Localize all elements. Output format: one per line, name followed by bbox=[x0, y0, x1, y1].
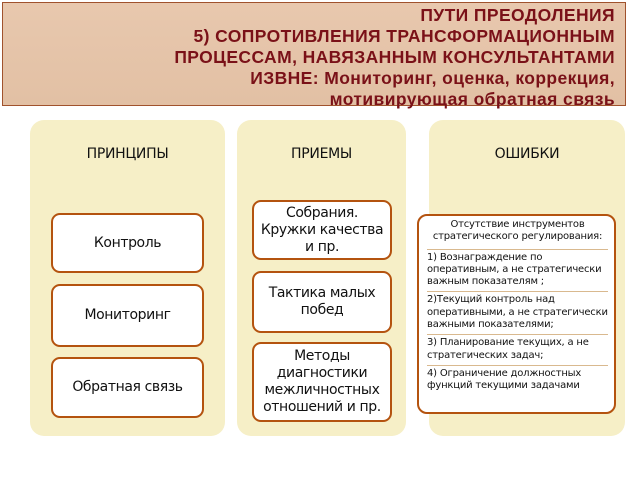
title-line-2: 5) СОПРОТИВЛЕНИЯ ТРАНСФОРМАЦИОННЫМ bbox=[193, 26, 615, 46]
error-item-1: 1) Вознаграждение по оперативным, а не стратегически важным показателям ; bbox=[427, 249, 608, 292]
method-small-wins-label: Тактика малых побед bbox=[268, 285, 376, 318]
principle-feedback-label: Обратная связь bbox=[72, 379, 183, 395]
method-small-wins-box bbox=[252, 271, 392, 333]
title-line-5: мотивирующая обратная связь bbox=[329, 89, 615, 109]
principle-feedback-box bbox=[51, 357, 204, 418]
title-banner bbox=[2, 2, 626, 109]
method-meetings-label: Собрания. Кружки качества и пр. bbox=[260, 204, 384, 255]
principle-control-box bbox=[51, 213, 204, 273]
method-meetings-box bbox=[252, 200, 392, 260]
errors-intro: Отсутствие инструментов стратегического регулирования: bbox=[432, 219, 603, 243]
principles-heading: ПРИНЦИПЫ bbox=[86, 146, 169, 162]
method-diagnostics-label: Методы диагностики межличностных отношений и пр. bbox=[263, 348, 381, 415]
error-item-2: 2)Текущий контроль над оперативными, а не стратегически важными показателями; bbox=[427, 291, 608, 334]
page-title bbox=[15, 5, 615, 110]
method-diagnostics-box bbox=[252, 342, 392, 422]
title-line-3: ПРОЦЕССАМ, НАВЯЗАННЫМ КОНСУЛЬТАНТАМИ bbox=[174, 47, 615, 67]
methods-heading: ПРИЕМЫ bbox=[291, 146, 352, 162]
principle-control-label: Контроль bbox=[93, 234, 162, 251]
title-line-1: ПУТИ ПРЕОДОЛЕНИЯ bbox=[420, 5, 615, 25]
errors-list-box bbox=[417, 214, 616, 414]
error-item-3: 3) Планирование текущих, а не стратегических задач; bbox=[427, 334, 608, 365]
principle-monitoring-label: Мониторинг bbox=[84, 307, 171, 323]
principle-monitoring-box bbox=[51, 284, 204, 347]
errors-heading: ОШИБКИ bbox=[494, 146, 560, 162]
error-item-4: 4) Ограничение должностных функций текущими задачами bbox=[427, 365, 608, 396]
title-line-4: ИЗВНЕ: Мониторинг, оценка, коррекция, bbox=[250, 68, 615, 88]
